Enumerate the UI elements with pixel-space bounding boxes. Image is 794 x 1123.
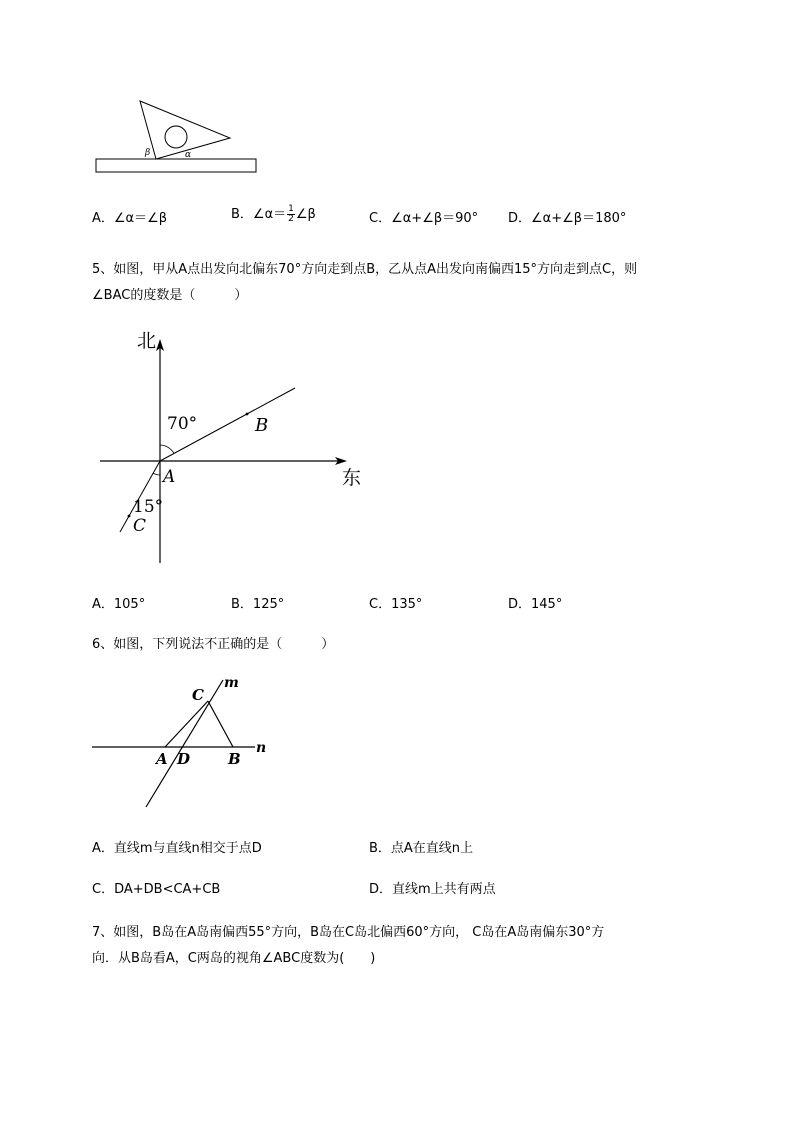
segment-cb: [208, 701, 233, 747]
q5-option-b: B．125°: [231, 597, 285, 612]
line-m: [146, 680, 223, 807]
q7-stem-line1: 7、如图，B岛在A岛南偏西55°方向，B岛在C岛北偏西60°方向， C岛在A岛南偏东30°方: [92, 925, 605, 940]
fraction-denominator: 2: [288, 214, 294, 224]
angle-15-label: 15°: [133, 497, 164, 517]
q6-figure: [90, 670, 280, 810]
set-square-hole: [165, 126, 187, 148]
angle-70-arc: [160, 445, 174, 453]
angle-15-arc: [153, 473, 160, 475]
q5-stem-line1: 5、如图，甲从A点出发向北偏东70°方向走到点B，乙从点A出发向南偏西15°方向走到点C，则: [92, 262, 638, 277]
q7-stem-line2: 向．从B岛看A，C两岛的视角∠ABC度数为( ): [92, 951, 376, 966]
q6-stem: 6、如图，下列说法不正确的是（ ）: [92, 637, 335, 652]
point-d-label: D: [177, 750, 191, 768]
alpha-label: α: [185, 150, 192, 160]
point-a-label: A: [163, 467, 176, 487]
q5-option-d: D．145°: [508, 597, 563, 612]
q6-option-d: D．直线m上共有两点: [369, 882, 496, 897]
q4-option-c: C．∠α+∠β＝90°: [369, 211, 479, 226]
point-b-dot: [246, 413, 249, 416]
point-c-label: C: [192, 686, 204, 704]
q6-option-b: B．点A在直线n上: [369, 841, 474, 856]
q4-figure: [90, 95, 270, 180]
east-label: 东: [342, 467, 362, 489]
ruler-bar: [96, 159, 256, 172]
q6-option-c: C．DA+DB<CA+CB: [92, 882, 221, 897]
point-a-label: A: [156, 750, 168, 768]
line-m-label: m: [224, 675, 239, 691]
line-n-label: n: [256, 740, 267, 756]
point-b-label: B: [228, 750, 241, 768]
q5-figure: [95, 325, 370, 565]
q4-option-d: D．∠α+∠β＝180°: [508, 211, 627, 226]
q5-option-c: C．135°: [369, 597, 423, 612]
q4-option-b-prefix: B．∠α＝: [231, 207, 287, 222]
point-b-label: B: [255, 415, 269, 436]
north-label: 北: [137, 330, 157, 352]
fraction-numerator: 1: [288, 204, 294, 214]
q4-option-a: A．∠α＝∠β: [92, 211, 168, 226]
point-c-label: C: [133, 516, 147, 536]
q6-option-a: A．直线m与直线n相交于点D: [92, 841, 262, 856]
point-c-dot: [128, 515, 131, 518]
angle-70-label: 70°: [167, 414, 198, 434]
fraction-one-half: [287, 205, 295, 224]
q5-option-a: A．105°: [92, 597, 146, 612]
beta-label: β: [145, 148, 151, 158]
q5-stem-line2: ∠BAC的度数是（ ）: [92, 288, 248, 303]
q4-option-b-suffix: ∠β: [295, 207, 316, 222]
q4-option-b: [231, 203, 316, 224]
